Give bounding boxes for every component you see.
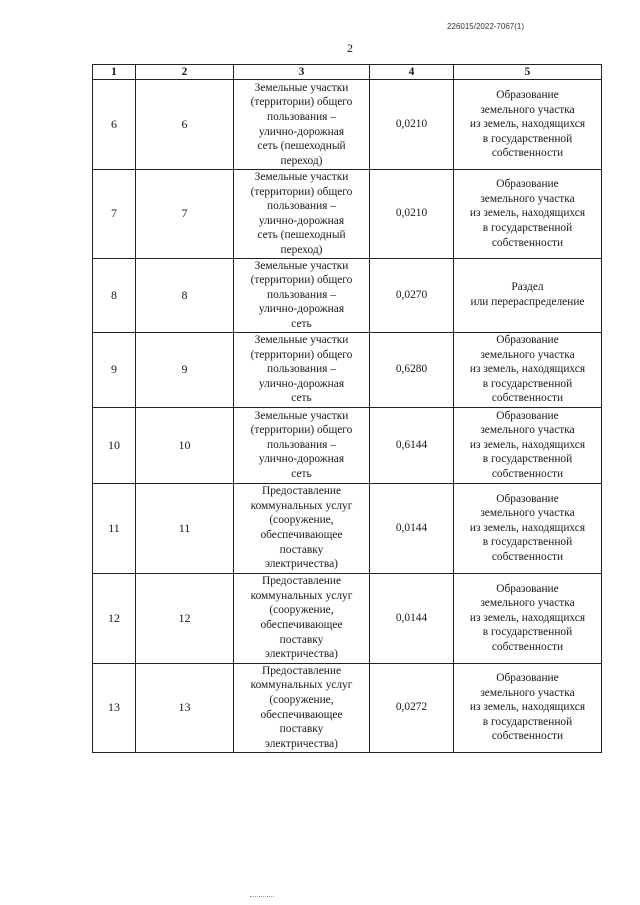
- area-cell: 0,0210: [370, 80, 454, 170]
- area-cell: 0,6144: [370, 407, 454, 483]
- permitted-use-cell: Земельные участки (территории) общего пользования – улично-дорожная сеть: [234, 332, 370, 407]
- table-row: [93, 407, 602, 483]
- plot-number-cell: 9: [136, 332, 234, 407]
- formation-method-cell: Образование земельного участка из земель, находящихся в государственной собственности: [454, 80, 602, 170]
- plot-number-cell: 7: [136, 170, 234, 259]
- permitted-use-cell: Земельные участки (территории) общего пользования – улично-дорожная сеть (пешеходный переход): [234, 80, 370, 170]
- table-row: [93, 332, 602, 407]
- table-row: [93, 483, 602, 573]
- row-index-cell: 13: [93, 663, 136, 752]
- row-index-cell: 6: [93, 80, 136, 170]
- row-index-cell: 7: [93, 170, 136, 259]
- permitted-use-cell: Предоставление коммунальных услуг (сооружение, обеспечивающее поставку электричества): [234, 663, 370, 752]
- formation-method-cell: Образование земельного участка из земель, находящихся в государственной собственности: [454, 573, 602, 663]
- column-header-2: 2: [136, 65, 234, 80]
- permitted-use-cell: Земельные участки (территории) общего пользования – улично-дорожная сеть: [234, 407, 370, 483]
- plot-number-cell: 11: [136, 483, 234, 573]
- formation-method-cell: Образование земельного участка из земель, находящихся в государственной собственности: [454, 663, 602, 752]
- permitted-use-cell: Предоставление коммунальных услуг (сооружение, обеспечивающее поставку электричества): [234, 483, 370, 573]
- table-row: [93, 170, 602, 259]
- plot-number-cell: 13: [136, 663, 234, 752]
- page-number: 2: [347, 41, 353, 55]
- permitted-use-cell: Земельные участки (территории) общего пользования – улично-дорожная сеть (пешеходный переход): [234, 170, 370, 259]
- permitted-use-cell: Предоставление коммунальных услуг (сооружение, обеспечивающее поставку электричества): [234, 573, 370, 663]
- land-plots-table: [92, 64, 602, 753]
- scan-artifact-mark: [250, 896, 274, 899]
- area-cell: 0,6280: [370, 332, 454, 407]
- column-header-4: 4: [370, 65, 454, 80]
- plot-number-cell: 12: [136, 573, 234, 663]
- area-cell: 0,0210: [370, 170, 454, 259]
- area-cell: 0,0270: [370, 258, 454, 332]
- table-row: [93, 258, 602, 332]
- row-index-cell: 12: [93, 573, 136, 663]
- column-header-1: 1: [93, 65, 136, 80]
- row-index-cell: 11: [93, 483, 136, 573]
- column-header-3: 3: [234, 65, 370, 80]
- area-cell: 0,0272: [370, 663, 454, 752]
- column-header-5: 5: [454, 65, 602, 80]
- row-index-cell: 8: [93, 258, 136, 332]
- table-header-row: [93, 65, 602, 80]
- formation-method-cell: Образование земельного участка из земель, находящихся в государственной собственности: [454, 483, 602, 573]
- permitted-use-cell: Земельные участки (территории) общего пользования – улично-дорожная сеть: [234, 258, 370, 332]
- formation-method-cell: Образование земельного участка из земель, находящихся в государственной собственности: [454, 332, 602, 407]
- area-cell: 0,0144: [370, 483, 454, 573]
- plot-number-cell: 6: [136, 80, 234, 170]
- table-row: [93, 573, 602, 663]
- table-row: [93, 80, 602, 170]
- area-cell: 0,0144: [370, 573, 454, 663]
- formation-method-cell: Образование земельного участка из земель, находящихся в государственной собственности: [454, 170, 602, 259]
- row-index-cell: 9: [93, 332, 136, 407]
- table-row: [93, 663, 602, 752]
- plot-number-cell: 10: [136, 407, 234, 483]
- formation-method-cell: Раздел или перераспределение: [454, 258, 602, 332]
- formation-method-cell: Образование земельного участка из земель, находящихся в государственной собственности: [454, 407, 602, 483]
- document-registration-number: 226015/2022-7067(1): [447, 22, 524, 31]
- row-index-cell: 10: [93, 407, 136, 483]
- plot-number-cell: 8: [136, 258, 234, 332]
